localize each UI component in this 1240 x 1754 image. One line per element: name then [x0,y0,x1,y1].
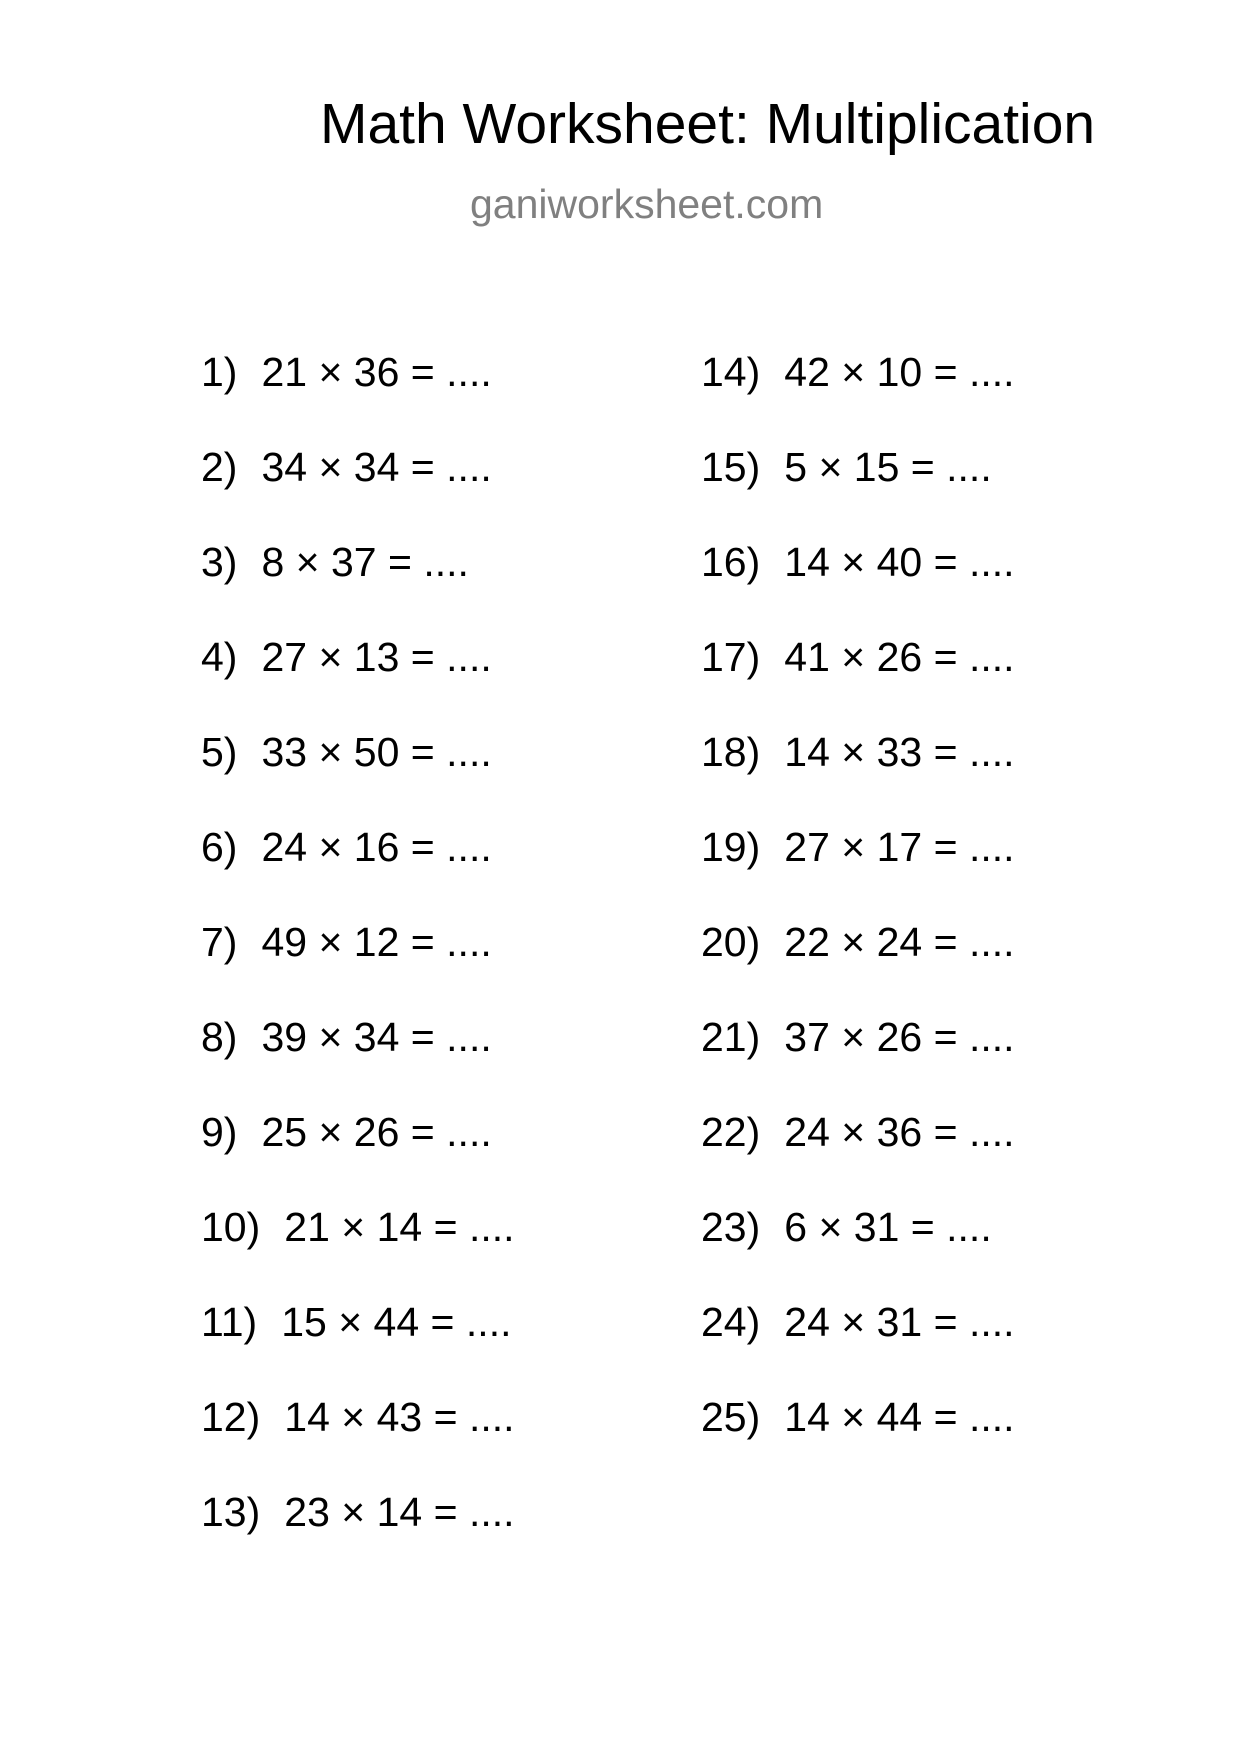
problem-21 [701,1014,1015,1112]
problem-number: 7) [201,919,238,965]
problem-expression: 33 × 50 = [261,729,435,775]
answer-blank: .... [446,1014,492,1060]
problem-expression: 34 × 34 = [261,444,435,490]
problem-expression: 49 × 12 = [261,919,435,965]
problem-expression: 6 × 31 = [784,1204,935,1250]
problem-9 [201,1109,515,1207]
problem-expression: 41 × 26 = [784,634,958,680]
problem-expression: 42 × 10 = [784,349,958,395]
problem-number: 20) [701,919,761,965]
problem-expression: 5 × 15 = [784,444,935,490]
problem-number: 25) [701,1394,761,1440]
problem-5 [201,729,515,827]
problem-expression: 14 × 44 = [784,1394,958,1440]
answer-blank: .... [465,1299,512,1345]
page-subtitle: ganiworksheet.com [470,181,824,227]
page-title: Math Worksheet: Multiplication [320,92,1096,156]
answer-blank: .... [968,729,1015,775]
answer-blank: .... [968,634,1015,680]
answer-blank: .... [968,1394,1015,1440]
problem-expression: 14 × 43 = [284,1394,458,1440]
answer-blank: .... [446,729,492,775]
problem-15 [701,444,1015,542]
problem-number: 17) [701,634,761,680]
problem-expression: 27 × 13 = [261,634,435,680]
answer-blank: .... [446,1109,492,1155]
problem-4 [201,634,515,732]
problem-2 [201,444,515,542]
answer-blank: .... [468,1489,515,1535]
answer-blank: .... [946,1204,992,1250]
problem-19 [701,824,1015,922]
problem-number: 11) [201,1299,258,1345]
problem-14 [701,349,1015,447]
problem-1 [201,349,515,447]
problem-number: 22) [701,1109,761,1155]
problem-number: 9) [201,1109,238,1155]
problem-3 [201,539,515,637]
problem-number: 1) [201,349,238,395]
problem-16 [701,539,1015,637]
answer-blank: .... [968,1109,1015,1155]
problem-expression: 27 × 17 = [784,824,958,870]
problem-expression: 14 × 33 = [784,729,958,775]
problem-number: 18) [701,729,761,775]
answer-blank: .... [446,824,492,870]
answer-blank: .... [968,1299,1015,1345]
problem-number: 14) [701,349,761,395]
problem-10 [201,1204,515,1302]
problem-17 [701,634,1015,732]
problem-number: 6) [201,824,238,870]
answer-blank: .... [946,444,992,490]
problem-column-right [701,349,1015,1492]
problem-number: 12) [201,1394,261,1440]
problem-number: 4) [201,634,238,680]
problem-number: 2) [201,444,238,490]
problem-25 [701,1394,1015,1492]
problem-number: 24) [701,1299,761,1345]
problem-expression: 14 × 40 = [784,539,958,585]
problem-expression: 23 × 14 = [284,1489,458,1535]
problem-expression: 25 × 26 = [261,1109,435,1155]
answer-blank: .... [423,539,469,585]
problem-expression: 24 × 36 = [784,1109,958,1155]
problem-23 [701,1204,1015,1302]
answer-blank: .... [968,349,1015,395]
answer-blank: .... [968,1014,1015,1060]
answer-blank: .... [446,919,492,965]
answer-blank: .... [968,539,1015,585]
problem-number: 8) [201,1014,238,1060]
problem-12 [201,1394,515,1492]
problem-20 [701,919,1015,1017]
answer-blank: .... [468,1204,515,1250]
problem-24 [701,1299,1015,1397]
problem-number: 15) [701,444,761,490]
problem-number: 3) [201,539,238,585]
problem-column-left [201,349,515,1587]
problem-expression: 39 × 34 = [261,1014,435,1060]
answer-blank: .... [446,634,492,680]
answer-blank: .... [968,824,1015,870]
problem-expression: 37 × 26 = [784,1014,958,1060]
problem-22 [701,1109,1015,1207]
problem-number: 16) [701,539,761,585]
problem-11 [201,1299,515,1397]
problem-18 [701,729,1015,827]
problem-13 [201,1489,515,1587]
answer-blank: .... [446,444,492,490]
problem-expression: 15 × 44 = [281,1299,455,1345]
problem-number: 13) [201,1489,261,1535]
problem-7 [201,919,515,1017]
problem-expression: 22 × 24 = [784,919,958,965]
problem-expression: 24 × 16 = [261,824,435,870]
answer-blank: .... [968,919,1015,965]
problem-8 [201,1014,515,1112]
problem-6 [201,824,515,922]
problem-number: 23) [701,1204,761,1250]
problem-number: 10) [201,1204,261,1250]
problem-expression: 21 × 14 = [284,1204,458,1250]
problem-number: 5) [201,729,238,775]
problem-expression: 24 × 31 = [784,1299,958,1345]
answer-blank: .... [446,349,492,395]
problem-number: 21) [701,1014,761,1060]
answer-blank: .... [468,1394,515,1440]
problem-expression: 21 × 36 = [261,349,435,395]
problem-expression: 8 × 37 = [261,539,412,585]
problem-number: 19) [701,824,761,870]
